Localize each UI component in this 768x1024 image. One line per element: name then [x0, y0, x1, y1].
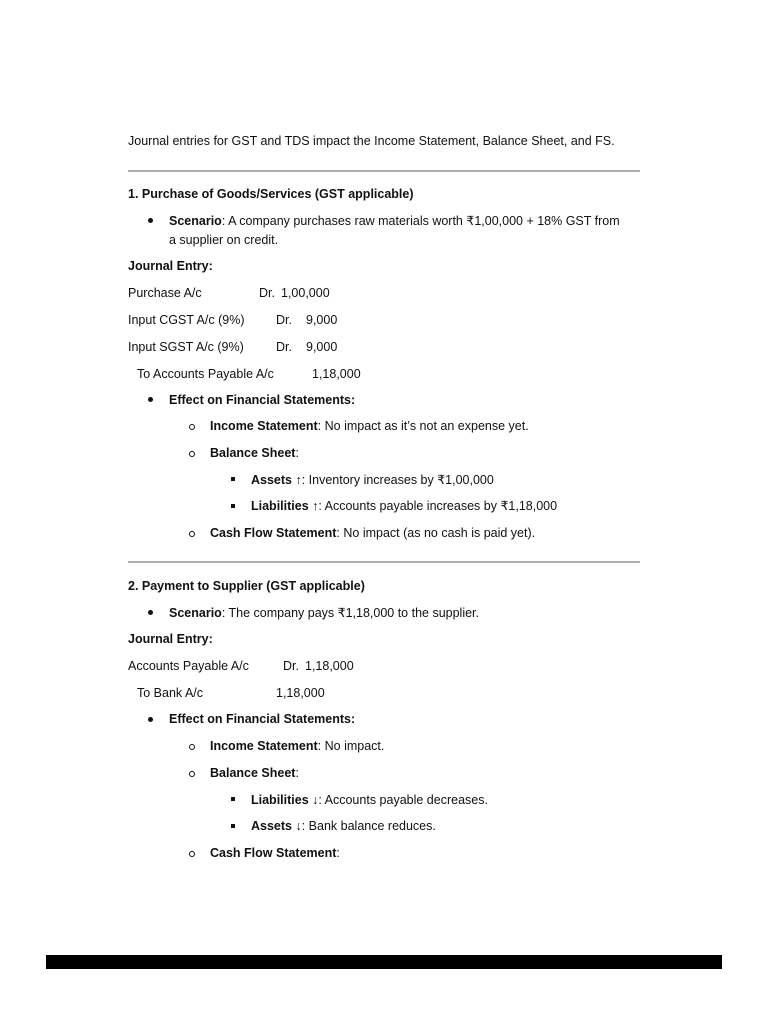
bullet-square-icon	[231, 797, 235, 801]
entry-dr: Dr.	[259, 286, 275, 300]
entry-amount: 1,18,000	[312, 367, 361, 381]
bullet-circle-icon	[189, 451, 195, 457]
liabilities-line	[251, 498, 557, 514]
cf-text: : No impact (as no cash is paid yet).	[336, 526, 536, 540]
entry-amount: 9,000	[306, 340, 338, 354]
income-text: : No impact as it’s not an expense yet.	[317, 419, 529, 433]
scenario-paragraph	[169, 212, 621, 250]
liabilities-text: : Accounts payable increases by ₹1,18,000	[318, 499, 558, 513]
scenario-paragraph	[169, 605, 479, 621]
liabilities-line	[251, 792, 488, 808]
bullet-circle-icon	[189, 851, 195, 857]
entry-dr: Dr.	[283, 659, 299, 673]
bullet-disc-icon	[148, 610, 153, 615]
cash-flow-line	[210, 845, 340, 861]
entry-account: To Accounts Payable A/c	[137, 367, 274, 381]
entry-account: Accounts Payable A/c	[128, 659, 249, 673]
bs-label: Balance Sheet	[210, 446, 296, 460]
income-statement-line	[210, 738, 384, 754]
assets-label: Assets ↑	[251, 473, 302, 487]
bullet-circle-icon	[189, 424, 195, 430]
effect-label: Effect on Financial Statements:	[169, 712, 356, 726]
cf-label: Cash Flow Statement	[210, 846, 337, 860]
bullet-disc-icon	[148, 397, 153, 402]
income-label: Income Statement	[210, 739, 318, 753]
assets-line	[251, 472, 494, 488]
scenario-label: Scenario	[169, 606, 222, 620]
effect-label: Effect on Financial Statements:	[169, 393, 356, 407]
balance-sheet-line	[210, 445, 299, 461]
liabilities-label: Liabilities ↑	[251, 499, 319, 513]
entry-account: Purchase A/c	[128, 286, 202, 300]
bs-label: Balance Sheet	[210, 766, 296, 780]
page-footer-bar	[46, 955, 722, 969]
assets-label: Assets ↓	[251, 819, 302, 833]
entry-account: To Bank A/c	[137, 686, 204, 700]
bullet-circle-icon	[189, 744, 195, 750]
cf-text: :	[336, 846, 340, 860]
journal-entry-label: Journal Entry:	[128, 259, 213, 273]
scenario-text: : The company pays ₹1,18,000 to the supplier.	[221, 606, 480, 620]
entry-dr: Dr.	[276, 313, 292, 327]
bs-colon: :	[295, 766, 299, 780]
bullet-disc-icon	[148, 218, 153, 223]
bullet-circle-icon	[189, 771, 195, 777]
assets-text: : Bank balance reduces.	[301, 819, 436, 833]
entry-account: Input SGST A/c (9%)	[128, 340, 244, 354]
entry-amount: 1,18,000	[276, 686, 325, 700]
divider	[128, 170, 640, 172]
liabilities-text: : Accounts payable decreases.	[318, 793, 488, 807]
bullet-square-icon	[231, 504, 235, 508]
section-heading: 2. Payment to Supplier (GST applicable)	[128, 579, 365, 593]
entry-amount: 1,00,000	[281, 286, 330, 300]
income-statement-line	[210, 418, 529, 434]
liabilities-label: Liabilities ↓	[251, 793, 319, 807]
divider	[128, 561, 640, 563]
assets-text: : Inventory increases by ₹1,00,000	[301, 473, 494, 487]
entry-amount: 1,18,000	[305, 659, 354, 673]
balance-sheet-line	[210, 765, 299, 781]
section-heading: 1. Purchase of Goods/Services (GST applicable)	[128, 187, 414, 201]
scenario-text: : A company purchases raw materials worth ₹1,00,000 + 18% GST from a supplier on credit.	[169, 214, 620, 247]
intro-text: Journal entries for GST and TDS impact the Income Statement, Balance Sheet, and FS.	[128, 134, 615, 148]
bullet-square-icon	[231, 824, 235, 828]
bs-colon: :	[295, 446, 299, 460]
income-text: : No impact.	[317, 739, 385, 753]
bullet-square-icon	[231, 477, 235, 481]
journal-entry-label: Journal Entry:	[128, 632, 213, 646]
bullet-circle-icon	[189, 531, 195, 537]
cash-flow-line	[210, 525, 535, 541]
entry-dr: Dr.	[276, 340, 292, 354]
income-label: Income Statement	[210, 419, 318, 433]
assets-line	[251, 818, 436, 834]
entry-account: Input CGST A/c (9%)	[128, 313, 245, 327]
scenario-label: Scenario	[169, 214, 222, 228]
cf-label: Cash Flow Statement	[210, 526, 337, 540]
bullet-disc-icon	[148, 717, 153, 722]
entry-amount: 9,000	[306, 313, 338, 327]
